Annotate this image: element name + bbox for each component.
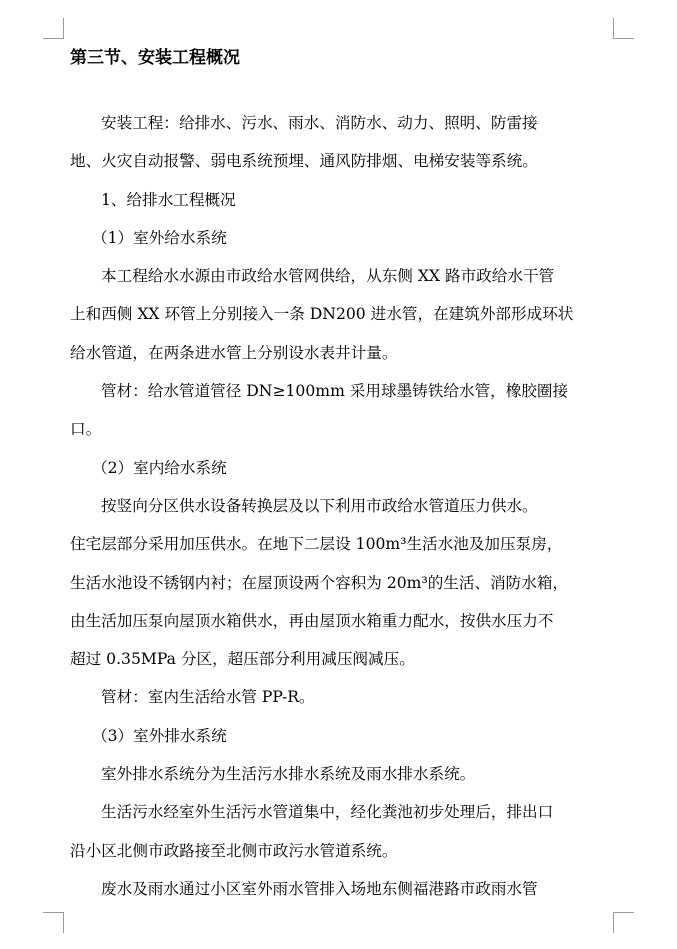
paragraph-line: 废水及雨水通过小区室外雨水管排入场地东侧福港路市政雨水管 xyxy=(101,879,538,898)
subsection-title: （1）室外给水系统 xyxy=(92,228,227,247)
paragraph-line: 住宅层部分采用加压供水。在地下二层设 100m³生活水池及加压泵房， xyxy=(70,535,563,554)
paragraph-line: 生活污水经室外生活污水管道集中，经化粪池初步处理后，排出口 xyxy=(101,803,554,822)
paragraph-line: 管材：给水管道管径 DN≥100mm 采用球墨铸铁给水管，橡胶圈接 xyxy=(101,382,569,401)
paragraph-line: 安装工程：给排水、污水、雨水、消防水、动力、照明、防雷接 xyxy=(101,114,538,132)
paragraph-line: 管材：室内生活给水管 PP-R。 xyxy=(101,688,315,707)
paragraph-line: 按竖向分区供水设备转换层及以下利用市政给水管道压力供水。 xyxy=(101,496,538,515)
paragraph-line: 上和西侧 XX 环管上分别接入一条 DN200 进水管，在建筑外部形成环状 xyxy=(70,305,574,324)
crop-mark-top-left xyxy=(43,18,64,39)
paragraph-line: 地、火灾自动报警、弱电系统预埋、通风防排烟、电梯安装等系统。 xyxy=(70,152,538,171)
subsection-title: 1、给排水工程概况 xyxy=(101,190,236,209)
paragraph-line: 室外排水系统分为生活污水排水系统及雨水排水系统。 xyxy=(101,765,476,784)
paragraph-line: 生活水池设不锈钢内衬；在屋顶设两个容积为 20m³的生活、消防水箱， xyxy=(70,573,569,592)
crop-mark-top-right xyxy=(613,18,634,39)
paragraph-line: 本工程给水水源由市政给水管网供给，从东侧 XX 路市政给水干管 xyxy=(101,267,555,286)
paragraph-line: 由生活加压泵向屋顶水箱供水，再由屋顶水箱重力配水，按供水压力不 xyxy=(70,611,554,630)
paragraph-line: 给水管道，在两条进水管上分别设水表井计量。 xyxy=(70,343,398,362)
crop-mark-bottom-right xyxy=(613,912,634,933)
paragraph-line: 沿小区北侧市政路接至北侧市政污水管道系统。 xyxy=(70,841,398,860)
section-heading: 第三节、安装工程概况 xyxy=(70,48,240,68)
document-body xyxy=(70,40,616,908)
crop-mark-bottom-left xyxy=(43,912,64,933)
subsection-title: （3）室外排水系统 xyxy=(92,726,227,745)
paragraph-line: 超过 0.35MPa 分区，超压部分利用减压阀减压。 xyxy=(70,650,415,669)
subsection-title: （2）室内给水系统 xyxy=(92,458,227,477)
paragraph-line: 口。 xyxy=(70,420,102,439)
